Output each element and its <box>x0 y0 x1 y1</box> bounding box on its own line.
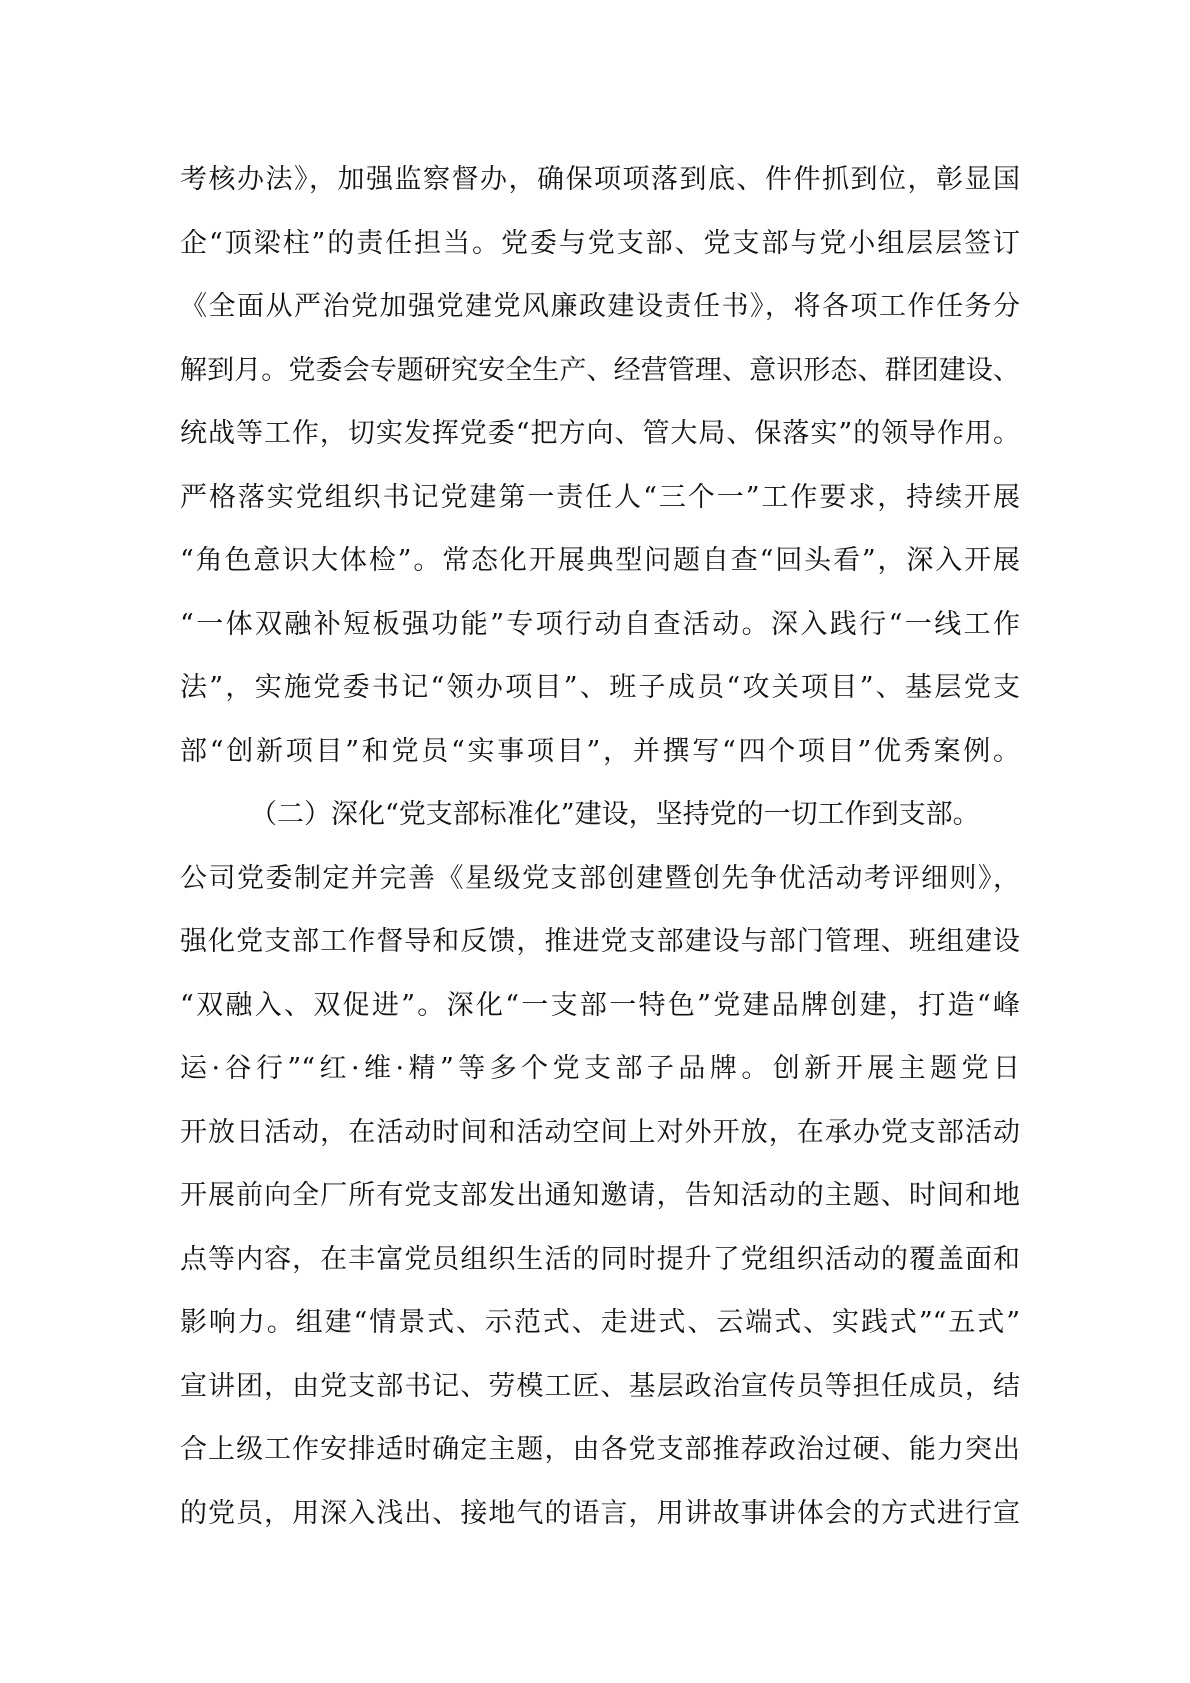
paragraph-2-line: 的党员，用深入浅出、接地气的语言，用讲故事讲体会的方式进行宣 <box>180 1497 1020 1529</box>
paragraph-2-line: 宣讲团，由党支部书记、劳模工匠、基层政治宣传员等担任成员，结 <box>180 1370 1020 1402</box>
section-heading-line: （二）深化“党支部标准化”建设，坚持党的一切工作到支部。 <box>250 799 980 830</box>
paragraph-2-line: 开展前向全厂所有党支部发出通知邀请，告知活动的主题、时间和地 <box>180 1180 1020 1211</box>
paragraph-2-line: 合上级工作安排适时确定主题，由各党支部推荐政治过硬、能力突出 <box>180 1434 1020 1465</box>
paragraph-1-line: 部“创新项目”和党员“实事项目”，并撰写“四个项目”优秀案例。 <box>180 735 1020 767</box>
paragraph-1-line: 严格落实党组织书记党建第一责任人“三个一”工作要求，持续开展 <box>180 481 1020 513</box>
paragraph-1-line: 考核办法》，加强监察督办，确保项项落到底、件件抓到位，彰显国 <box>180 164 1020 195</box>
paragraph-1-line: 解到月。党委会专题研究安全生产、经营管理、意识形态、群团建设、 <box>180 354 1020 386</box>
paragraph-2-line: 公司党委制定并完善《星级党支部创建暨创先争优活动考评细则》， <box>180 862 1020 894</box>
paragraph-2-line: 点等内容，在丰富党员组织生活的同时提升了党组织活动的覆盖面和 <box>180 1243 1020 1275</box>
paragraph-2-line: “双融入、双促进”。深化“一支部一特色”党建品牌创建，打造“峰 <box>180 989 1020 1021</box>
paragraph-2-line: 运·谷行”“红·维·精”等多个党支部子品牌。创新开展主题党日 <box>180 1053 1020 1084</box>
paragraph-2-line: 强化党支部工作督导和反馈，推进党支部建设与部门管理、班组建设 <box>180 926 1020 957</box>
paragraph-2-line: 影响力。组建“情景式、示范式、走进式、云端式、实践式”“五式” <box>180 1307 1020 1338</box>
paragraph-2-line: 开放日活动，在活动时间和活动空间上对外开放，在承办党支部活动 <box>180 1116 1020 1148</box>
paragraph-1-line: 企“顶梁柱”的责任担当。党委与党支部、党支部与党小组层层签订 <box>180 227 1020 259</box>
paragraph-1-line: 统战等工作，切实发挥党委“把方向、管大局、保落实”的领导作用。 <box>180 418 1020 449</box>
paragraph-1-line: “一体双融补短板强功能”专项行动自查活动。深入践行“一线工作 <box>180 608 1020 640</box>
paragraph-1-line: 《全面从严治党加强党建党风廉政建设责任书》，将各项工作任务分 <box>180 291 1020 322</box>
paragraph-1-line: “角色意识大体检”。常态化开展典型问题自查“回头看”，深入开展 <box>180 545 1020 576</box>
paragraph-1-line: 法”，实施党委书记“领办项目”、班子成员“攻关项目”、基层党支 <box>180 672 1020 703</box>
document-body <box>180 148 1020 1545</box>
